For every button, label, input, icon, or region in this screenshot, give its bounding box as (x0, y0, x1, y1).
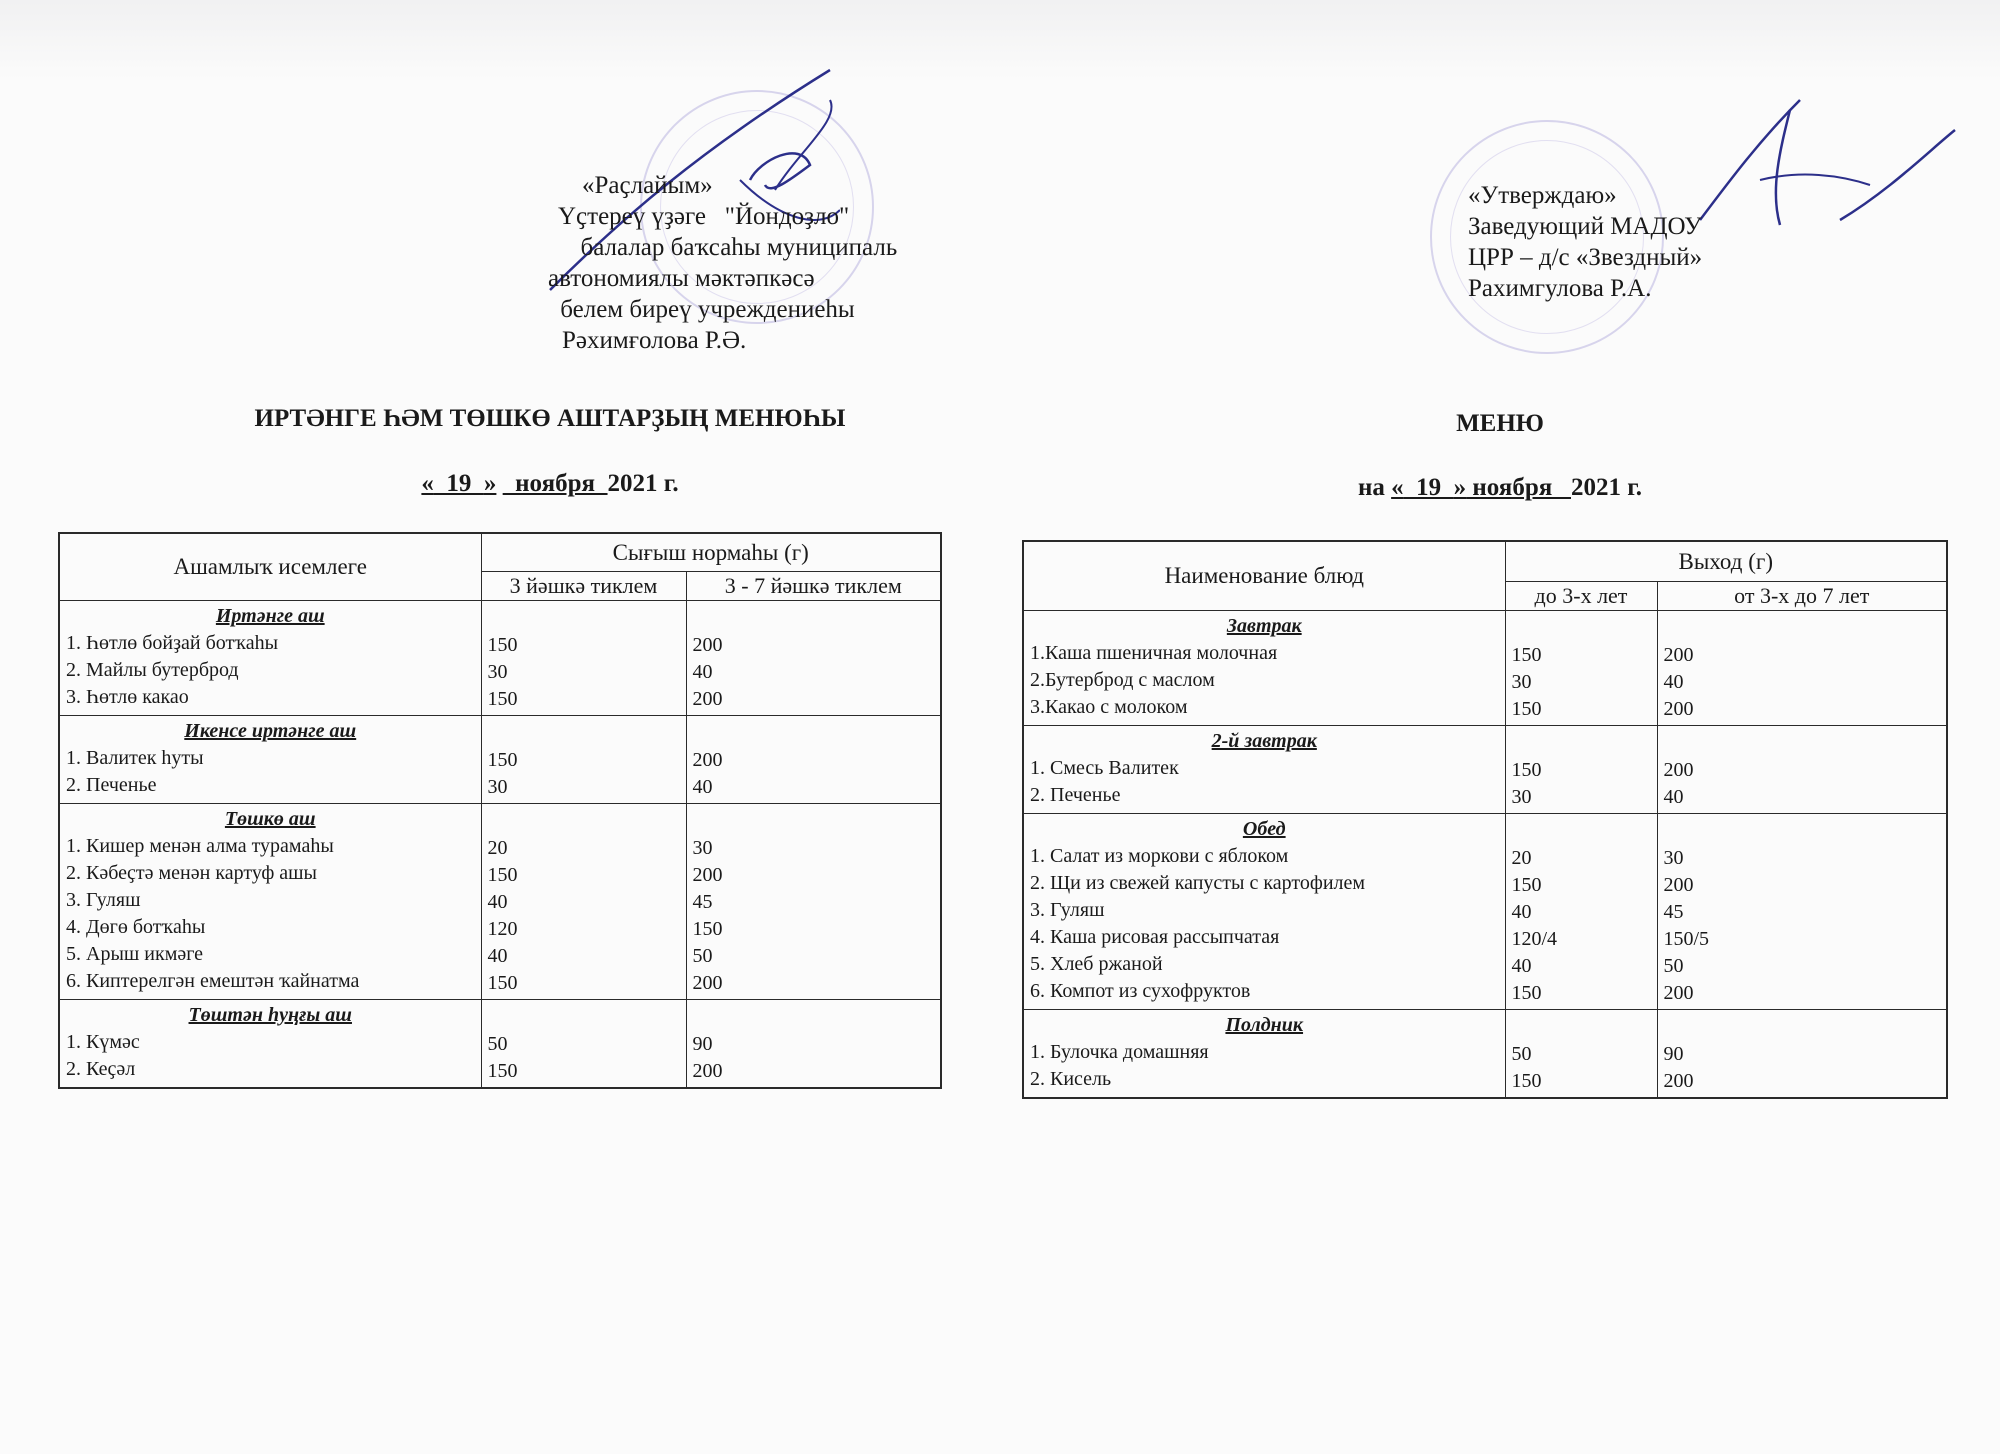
portion-value: 200 (692, 863, 723, 886)
table-row (59, 600, 941, 715)
dish-name: 2. Щи из свежей капусты с картофилем (1030, 871, 1366, 894)
portion-cell (481, 803, 686, 999)
approval-line: Заведующий МАДОУ (1468, 213, 1702, 240)
portion-value: 150 (487, 748, 518, 771)
date-open-quote: « (421, 470, 434, 497)
portion-value: 150 (1511, 873, 1542, 896)
column-header-output: Сығыш нормаһы (г) (481, 533, 941, 571)
portion-value: 40 (692, 775, 713, 798)
dish-name: 5. Хлеб ржаной (1030, 952, 1163, 975)
table-row (1023, 813, 1947, 1009)
menu-table-right (1022, 540, 1948, 1099)
column-header-age-1: 3 йәшкә тиклем (481, 571, 686, 600)
date-open-quote: « (1391, 474, 1404, 501)
dish-name: 2.Бутерброд с маслом (1030, 668, 1215, 691)
approval-line: балалар баҡсаһы муниципаль (568, 234, 898, 261)
date-left (100, 470, 1000, 498)
portion-cell (1657, 610, 1947, 725)
table-row (59, 999, 941, 1088)
portion-value: 200 (692, 633, 723, 656)
column-header-dish: Ашамлыҡ исемлеге (59, 533, 481, 600)
dish-name: 3.Какао с молоком (1030, 695, 1188, 718)
portion-cell (481, 600, 686, 715)
date-prefix: на (1357, 474, 1392, 501)
meal-cell (1023, 1009, 1505, 1098)
portion-value: 150 (487, 863, 518, 886)
column-header-output: Выход (г) (1505, 541, 1947, 581)
meal-cell (59, 715, 481, 803)
column-header-age-1: до 3-х лет (1505, 581, 1657, 610)
portion-cell (686, 803, 941, 999)
dish-name: 6. Киптерелгән емештән ҡайнатма (66, 969, 360, 992)
table-row (1023, 1009, 1947, 1098)
portion-value: 90 (1663, 1042, 1684, 1065)
dish-name: 2. Печенье (1030, 783, 1121, 806)
page-title-left: ИРТӘНГЕ ҺӘМ ТӨШКӨ АШТАРҘЫҢ МЕНЮҺЫ (254, 405, 846, 432)
portion-value: 200 (1663, 643, 1694, 666)
table-row (59, 803, 941, 999)
dish-name: 2. Кисель (1030, 1067, 1112, 1090)
meal-title: Завтрак (1226, 614, 1302, 637)
meal-title: Төштән һуңғы аш (188, 1003, 352, 1026)
portion-value: 150 (487, 1059, 518, 1082)
dish-name: 6. Компот из сухофруктов (1030, 979, 1251, 1002)
portion-value: 30 (487, 660, 508, 683)
portion-value: 150 (1511, 643, 1542, 666)
dish-name: 4. Дөгө ботҡаһы (66, 915, 206, 938)
dish-name: 2. Майлы бутерброд (66, 658, 239, 681)
dish-name: 1. Булочка домашняя (1030, 1040, 1209, 1063)
portion-value: 50 (1511, 1042, 1532, 1065)
approval-line: белем биреү учреждениеһы (554, 296, 855, 323)
approval-line: Үҫтереү үҙәге "Йондоҙло" (558, 203, 850, 230)
dish-name: 1.Каша пшеничная молочная (1030, 641, 1278, 664)
portion-value: 40 (487, 944, 508, 967)
portion-value: 30 (487, 775, 508, 798)
portion-value: 30 (1663, 846, 1684, 869)
portion-value: 200 (692, 748, 723, 771)
dish-name: 2. Печенье (66, 773, 157, 796)
portion-value: 150 (487, 971, 518, 994)
meal-title: Икенсе иртәнге аш (184, 719, 357, 742)
approval-line: автономиялы мәктәпкәсә (548, 265, 815, 292)
portion-value: 30 (692, 836, 713, 859)
dish-name: 2. Кеҫәл (66, 1057, 136, 1080)
approval-heading: «Утверждаю» (1468, 182, 1617, 209)
approval-line: ЦРР – д/с «Звездный» (1468, 244, 1703, 271)
date-day: 19 (433, 470, 484, 497)
portion-value: 20 (487, 836, 508, 859)
portion-value: 30 (1511, 670, 1532, 693)
portion-value: 40 (1663, 785, 1684, 808)
portion-value: 45 (1663, 900, 1684, 923)
portion-value: 150 (1511, 1069, 1542, 1092)
page-title-right: МЕНЮ (1456, 410, 1544, 437)
menu-table-left (58, 532, 942, 1089)
table-row (59, 715, 941, 803)
portion-value: 40 (1663, 670, 1684, 693)
meal-title: Полдник (1225, 1013, 1304, 1036)
portion-value: 90 (692, 1032, 713, 1055)
date-month: ноября (1466, 474, 1571, 501)
portion-value: 200 (1663, 1069, 1694, 1092)
meal-cell (59, 803, 481, 999)
meal-cell (59, 999, 481, 1088)
portion-cell (481, 715, 686, 803)
scan-shadow (0, 0, 2000, 80)
portion-value: 200 (1663, 873, 1694, 896)
portion-value: 120 (487, 917, 518, 940)
date-close-quote: » (483, 470, 497, 497)
meal-cell (59, 600, 481, 715)
table-row (1023, 610, 1947, 725)
table-row (1023, 725, 1947, 813)
portion-value: 200 (1663, 758, 1694, 781)
portion-value: 200 (692, 1059, 723, 1082)
portion-value: 150 (1511, 981, 1542, 1004)
portion-value: 40 (487, 890, 508, 913)
dish-name: 1. Салат из моркови с яблоком (1030, 844, 1289, 867)
dish-name: 5. Арыш икмәге (66, 942, 204, 965)
portion-cell (1505, 610, 1657, 725)
portion-cell (1505, 1009, 1657, 1098)
portion-value: 50 (692, 944, 713, 967)
approval-heading: «Раҫлайым» (582, 172, 713, 199)
portion-value: 200 (1663, 697, 1694, 720)
column-header-dish: Наименование блюд (1023, 541, 1505, 610)
date-year: 2021 г. (1571, 474, 1643, 501)
portion-value: 50 (1663, 954, 1684, 977)
date-day: 19 (1403, 474, 1454, 501)
portion-cell (1657, 813, 1947, 1009)
column-header-age-2: от 3-х до 7 лет (1657, 581, 1947, 610)
dish-name: 3. Гуляш (66, 888, 141, 911)
portion-cell (686, 999, 941, 1088)
approval-signer: Рәхимғолова Р.Ә. (562, 327, 747, 354)
dish-name: 4. Каша рисовая рассыпчатая (1030, 925, 1280, 948)
portion-value: 40 (1511, 900, 1532, 923)
dish-name: 1. Кишер менән алма турамаһы (66, 834, 334, 857)
portion-value: 50 (487, 1032, 508, 1055)
portion-cell (686, 715, 941, 803)
dish-name: 1. Һөтлө бойҙай ботҡаһы (66, 631, 279, 654)
portion-value: 200 (1663, 981, 1694, 1004)
portion-cell (481, 999, 686, 1088)
meal-cell (1023, 610, 1505, 725)
meal-title: Иртәнге аш (215, 604, 325, 627)
portion-cell (1505, 725, 1657, 813)
dish-name: 3. Гуляш (1030, 898, 1105, 921)
portion-cell (1657, 725, 1947, 813)
portion-value: 120/4 (1511, 927, 1558, 950)
date-close-quote: » (1453, 474, 1467, 501)
portion-value: 200 (692, 687, 723, 710)
portion-value: 150 (1511, 758, 1542, 781)
dish-name: 2. Кәбеҫтә менән картуф ашы (66, 861, 317, 884)
meal-cell (1023, 725, 1505, 813)
portion-value: 40 (1511, 954, 1532, 977)
portion-value: 30 (1511, 785, 1532, 808)
date-year: 2021 г. (607, 470, 679, 497)
meal-cell (1023, 813, 1505, 1009)
portion-value: 150/5 (1663, 927, 1710, 950)
meal-title: Обед (1242, 817, 1286, 840)
date-month: ноября (502, 470, 608, 497)
dish-name: 3. Һөтлө какао (66, 685, 189, 708)
column-header-age-2: 3 - 7 йәшкә тиклем (686, 571, 941, 600)
portion-value: 40 (692, 660, 713, 683)
approval-block-right (1468, 180, 1702, 304)
portion-value: 200 (692, 971, 723, 994)
portion-value: 150 (487, 633, 518, 656)
portion-value: 150 (487, 687, 518, 710)
dish-name: 1. Валитек һуты (66, 746, 204, 769)
portion-cell (686, 600, 941, 715)
dish-name: 1. Күмәс (66, 1030, 140, 1053)
portion-value: 45 (692, 890, 713, 913)
portion-value: 150 (692, 917, 723, 940)
approval-signer: Рахимгулова Р.А. (1468, 275, 1652, 302)
date-right (1100, 474, 1900, 502)
approval-block-left (548, 170, 897, 356)
dish-name: 1. Смесь Валитек (1030, 756, 1179, 779)
meal-title: Төшкө аш (224, 807, 316, 830)
meal-title: 2-й завтрак (1211, 729, 1317, 752)
portion-value: 20 (1511, 846, 1532, 869)
portion-value: 150 (1511, 697, 1542, 720)
portion-cell (1505, 813, 1657, 1009)
portion-cell (1657, 1009, 1947, 1098)
